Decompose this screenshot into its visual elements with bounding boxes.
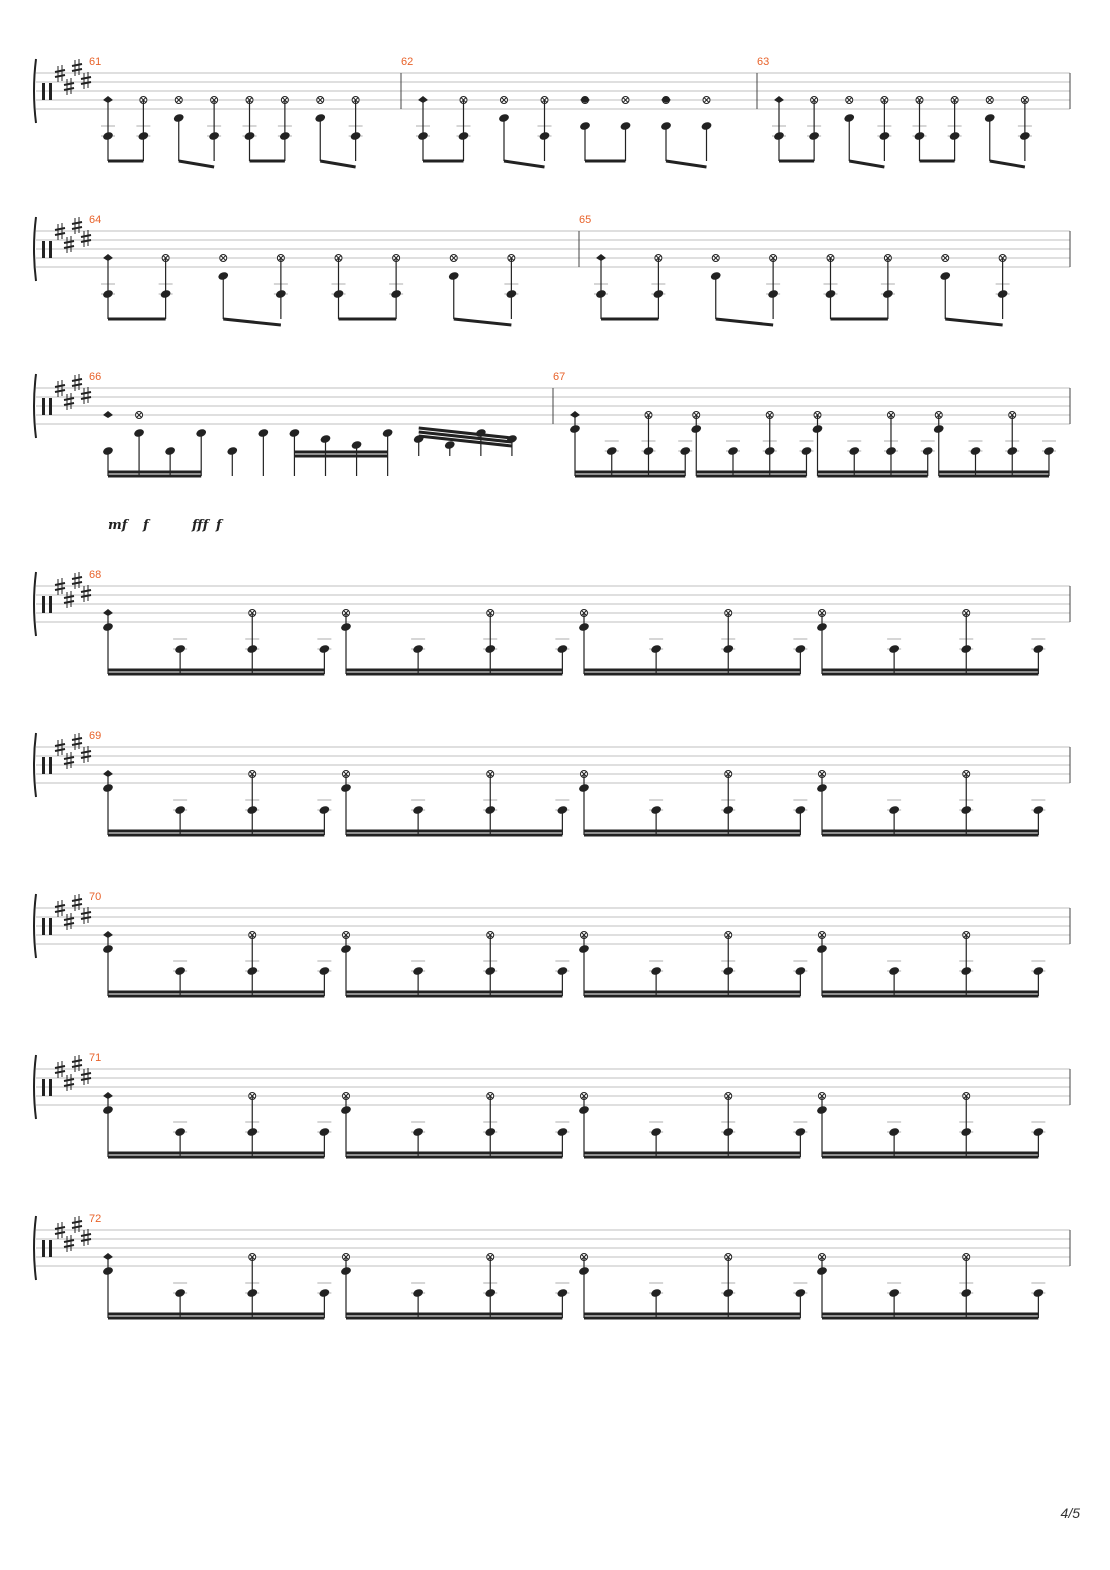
percussion-clef bbox=[42, 1240, 45, 1257]
percussion-clef bbox=[49, 1079, 52, 1096]
sharp-bar bbox=[55, 233, 65, 235]
sharp-bar bbox=[55, 70, 65, 72]
percussion-clef bbox=[42, 398, 45, 415]
percussion-clef bbox=[42, 1079, 45, 1096]
sharp-bar bbox=[55, 75, 65, 77]
sharp-bar bbox=[81, 590, 91, 592]
dynamic-marking: fff bbox=[192, 518, 209, 533]
measure-number: 66 bbox=[89, 371, 102, 383]
measure-number: 70 bbox=[89, 891, 102, 903]
system-bracket bbox=[34, 1055, 36, 1119]
staff-system bbox=[34, 214, 1070, 325]
beam bbox=[223, 319, 281, 325]
beam bbox=[945, 319, 1002, 325]
measure-number: 65 bbox=[579, 214, 592, 226]
measure-number: 62 bbox=[401, 56, 414, 68]
sharp-bar bbox=[64, 1084, 74, 1086]
system-bracket bbox=[34, 733, 36, 797]
sharp-bar bbox=[55, 905, 65, 907]
page-number: 4/5 bbox=[1060, 1505, 1080, 1521]
system-bracket bbox=[34, 217, 36, 281]
sharp-bar bbox=[55, 1071, 65, 1073]
measure-number: 72 bbox=[89, 1213, 102, 1225]
dynamic-marking: mf bbox=[108, 518, 128, 533]
sharp-bar bbox=[72, 1065, 82, 1067]
sharp-bar bbox=[55, 1232, 65, 1234]
percussion-clef bbox=[42, 83, 45, 100]
sharp-bar bbox=[72, 379, 82, 381]
sharp-bar bbox=[64, 241, 74, 243]
sharp-bar bbox=[55, 385, 65, 387]
beam bbox=[990, 161, 1025, 167]
sharp-bar bbox=[64, 398, 74, 400]
sharp-bar bbox=[64, 246, 74, 248]
beam bbox=[320, 161, 355, 167]
sharp-bar bbox=[64, 1079, 74, 1081]
sharp-bar bbox=[72, 582, 82, 584]
sharp-bar bbox=[55, 744, 65, 746]
percussion-clef bbox=[42, 918, 45, 935]
percussion-clef bbox=[49, 241, 52, 258]
sharp-bar bbox=[72, 222, 82, 224]
sharp-bar bbox=[81, 1234, 91, 1236]
sharp-bar bbox=[72, 1221, 82, 1223]
measure-number: 64 bbox=[89, 214, 102, 226]
sharp-bar bbox=[64, 83, 74, 85]
percussion-clef bbox=[49, 398, 52, 415]
measure-number: 71 bbox=[89, 1052, 102, 1064]
staff-system bbox=[34, 56, 1070, 167]
percussion-clef bbox=[49, 83, 52, 100]
percussion-clef bbox=[49, 757, 52, 774]
percussion-clef bbox=[49, 1240, 52, 1257]
percussion-clef bbox=[49, 596, 52, 613]
sharp-bar bbox=[64, 757, 74, 759]
measure-number: 61 bbox=[89, 56, 102, 68]
sharp-bar bbox=[72, 227, 82, 229]
sharp-bar bbox=[64, 1240, 74, 1242]
sharp-bar bbox=[81, 1073, 91, 1075]
beam bbox=[454, 319, 512, 325]
sharp-bar bbox=[55, 910, 65, 912]
measure-number: 67 bbox=[553, 371, 566, 383]
sharp-bar bbox=[64, 918, 74, 920]
sharp-bar bbox=[81, 392, 91, 394]
sharp-bar bbox=[81, 77, 91, 79]
sharp-bar bbox=[72, 384, 82, 386]
sharp-bar bbox=[72, 1226, 82, 1228]
staff-system bbox=[34, 1213, 1070, 1318]
staff-system bbox=[34, 730, 1070, 835]
sharp-bar bbox=[55, 749, 65, 751]
crash-notehead bbox=[661, 96, 671, 103]
measure-number: 69 bbox=[89, 730, 102, 742]
crash-notehead bbox=[103, 411, 113, 418]
sharp-bar bbox=[55, 228, 65, 230]
measure-number: 68 bbox=[89, 569, 102, 581]
sharp-bar bbox=[72, 69, 82, 71]
system-bracket bbox=[34, 59, 36, 123]
beam bbox=[716, 319, 773, 325]
crash-notehead bbox=[580, 96, 590, 103]
percussion-clef bbox=[42, 241, 45, 258]
sharp-bar bbox=[55, 390, 65, 392]
beam bbox=[849, 161, 884, 167]
sharp-bar bbox=[64, 762, 74, 764]
system-bracket bbox=[34, 894, 36, 958]
sharp-bar bbox=[64, 596, 74, 598]
dynamic-marking: f bbox=[143, 518, 149, 533]
sharp-bar bbox=[64, 88, 74, 90]
sharp-bar bbox=[64, 923, 74, 925]
sharp-bar bbox=[72, 64, 82, 66]
sharp-bar bbox=[55, 588, 65, 590]
sharp-bar bbox=[72, 1060, 82, 1062]
staff-system bbox=[34, 371, 1070, 476]
percussion-clef bbox=[49, 918, 52, 935]
staff-system bbox=[34, 1052, 1070, 1157]
sharp-bar bbox=[81, 912, 91, 914]
system-bracket bbox=[34, 572, 36, 636]
sharp-bar bbox=[64, 403, 74, 405]
sharp-bar bbox=[81, 751, 91, 753]
sharp-bar bbox=[81, 235, 91, 237]
sharp-bar bbox=[64, 601, 74, 603]
measure-number: 63 bbox=[757, 56, 770, 68]
sharp-bar bbox=[64, 1245, 74, 1247]
staff-system bbox=[34, 569, 1070, 674]
beam bbox=[179, 161, 214, 167]
percussion-clef bbox=[42, 596, 45, 613]
staff-system bbox=[34, 891, 1070, 996]
beam bbox=[504, 161, 545, 167]
sharp-bar bbox=[55, 1066, 65, 1068]
system-bracket bbox=[34, 374, 36, 438]
sharp-bar bbox=[72, 743, 82, 745]
percussion-clef bbox=[42, 757, 45, 774]
sharp-bar bbox=[55, 583, 65, 585]
sharp-bar bbox=[72, 577, 82, 579]
sharp-bar bbox=[72, 899, 82, 901]
system-bracket bbox=[34, 1216, 36, 1280]
dynamic-marking: f bbox=[216, 518, 222, 533]
sharp-bar bbox=[72, 904, 82, 906]
beam bbox=[666, 161, 707, 167]
sharp-bar bbox=[55, 1227, 65, 1229]
sharp-bar bbox=[72, 738, 82, 740]
